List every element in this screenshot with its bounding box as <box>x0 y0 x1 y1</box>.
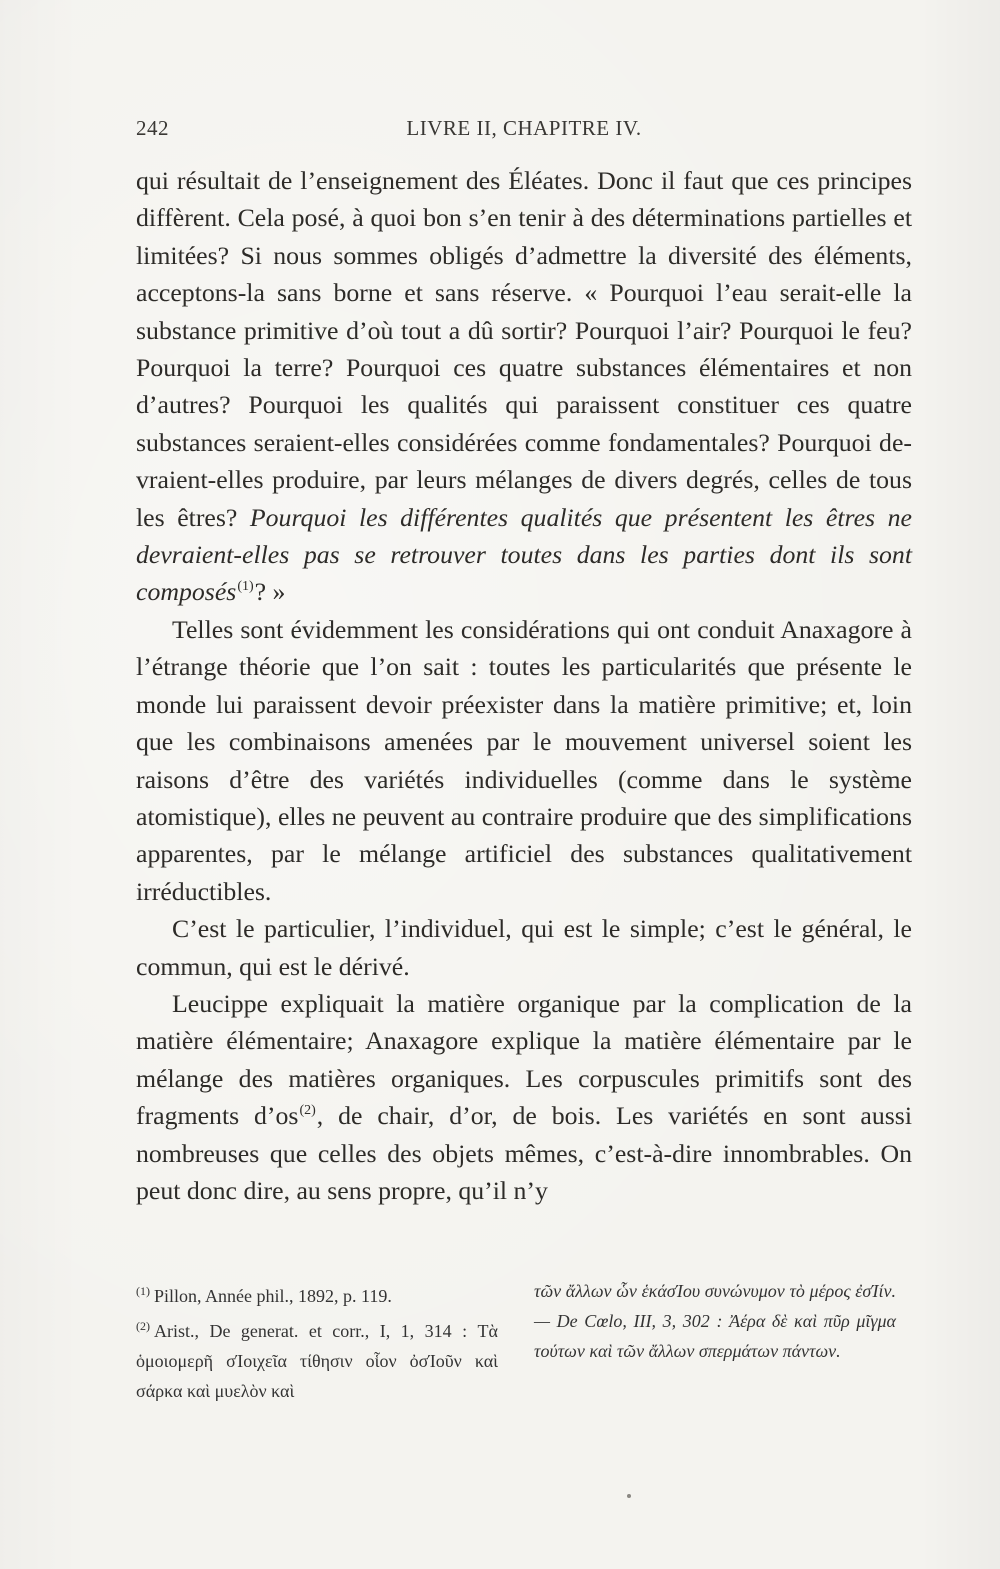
paragraph-4-text-a: Leucippe expliquait la matière organique par la complication de la matière élémentaire; Anaxagore explique la matière élémentaire par le mélange des matières organiques. Les corpuscules primitifs sont des fragments d’os <box>136 988 912 1131</box>
footnote-1 <box>136 1276 498 1311</box>
paragraph-2: Telles sont évidemment les considérations qui ont conduit Anaxagore à l’étrange théorie que l’on sait : toutes les particularités que présente le monde lui paraissent devoir préexister dans la matière primitive; et, loin que les combinaisons amenées par le mouvement universel soient les raisons d’être des variétés individuelles (comme dans le système atomistique), elles ne peuvent au contraire produire que des simplifications apparentes, par le mélange artificiel des substances qualitativement irréductibles. <box>136 614 912 906</box>
paragraph-1-end: ? » <box>254 577 286 607</box>
footnote-2-text: Arist., De generat. et corr., I, 1, 314 : Τὰ ὁμοιομερῆ σΊοιχεῖα τίθησιν οἷον ὀσΊοῦν καὶ σάρκα καὶ μυελὸν καὶ <box>136 1321 498 1401</box>
paragraph-4 <box>136 985 912 1209</box>
footnotes-left-column <box>136 1276 498 1406</box>
page-header <box>136 116 912 146</box>
paragraph-3: C’est le particulier, l’individuel, qui est le simple; c’est le général, le commun, qui est le dérivé. <box>136 914 912 981</box>
paragraph-4-text-b: , de chair, d’or, de bois. Les variétés en sont aussi nombreuses que celles des objets mêmes, c’est-à-dire innombrables. On peut donc dire, au sens propre, qu’il n’y <box>136 1101 912 1205</box>
footnote-2-mark: (2) <box>136 1319 150 1333</box>
running-title: LIVRE II, CHAPITRE IV. <box>406 116 642 140</box>
print-speck <box>627 1494 631 1498</box>
footnote-ref-2[interactable]: (2) <box>299 1103 316 1119</box>
footnote-1-mark: (1) <box>136 1284 150 1298</box>
paragraph-1-text: qui résultait de l’enseignement des Éléates. Donc il faut que ces principes diffèrent. Cela posé, à quoi bon s’en tenir à des déterminations partielles et limitées? Si nous sommes obligés d’admettre la diversité des éléments, acceptons-la sans borne et sans réserve. « Pourquoi l’eau serait-elle la substance primitive d’où tout a dû sortir? Pourquoi l’air? Pourquoi le feu? Pourquoi la terre? Pourquoi ces quatre substances élémentaires et non d’autres? Pourquoi les qualités qui paraissent constituer ces quatre substances seraient-elles considérées comme fondamentales? Pourquoi devraient-elles produire, par leurs mélanges de divers degrés, celles de tous les êtres? <box>136 166 912 532</box>
paragraph-1 <box>136 162 912 611</box>
paragraph-1-italic-quote: Pourquoi les différentes qualités que présentent les êtres ne devraient-elles pas se retrouver toutes dans les parties dont ils sont composés <box>136 502 912 607</box>
footnotes-right-column: τῶν ἄλλων ὧν ἑκάσΊου συνώνυμον τὸ μέρος ἐσΊίν. — De Cœlo, III, 3, 302 : Ἀέρα δὲ καὶ πῦρ μῖγμα τούτων καὶ τῶν ἄλλων σπερμάτων πάντων. <box>534 1281 896 1361</box>
main-text <box>136 162 912 1209</box>
footnote-1-text: Pillon, Année phil., 1892, p. 119. <box>154 1286 392 1306</box>
page-number: 242 <box>136 116 169 140</box>
footnote-2 <box>136 1311 498 1406</box>
footnote-ref-1[interactable]: (1) <box>237 579 254 595</box>
